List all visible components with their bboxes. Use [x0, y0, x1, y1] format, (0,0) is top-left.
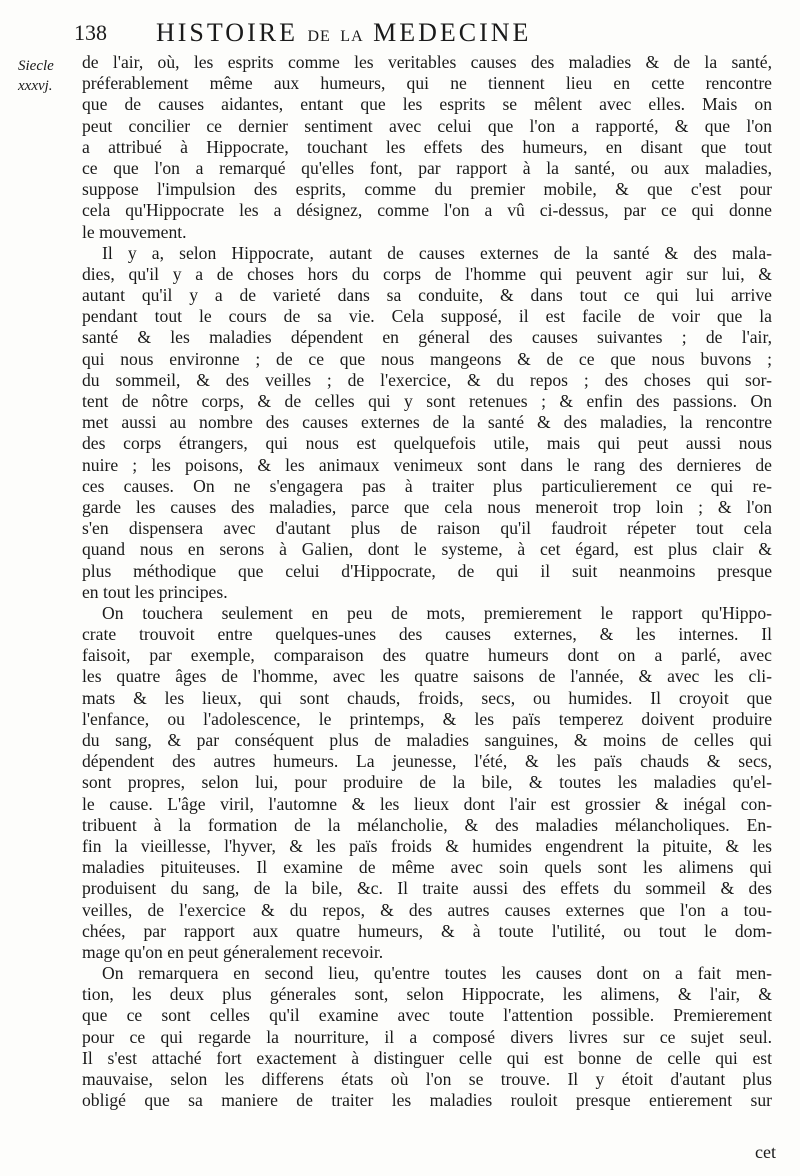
text-line: maladies pituiteuses. Il examine de même avec soin quels sont les alimens qui [82, 857, 772, 878]
text-line: pour ce qui regarde la nourriture, il a composé divers livres sur ce sujet seul. [82, 1026, 772, 1047]
text-line: faisoit, par exemple, comparaison des quatre humeurs dont on a parlé, avec [82, 645, 772, 666]
paragraph-1 [82, 52, 772, 243]
text-line: tion, les deux plus génerales sont, selon Hippocrate, les alimens, & l'air, & [82, 984, 772, 1005]
text-line: peut concilier ce dernier sentiment avec celui que l'on a rapporté, & que l'on [82, 115, 772, 136]
text-line: veilles, de l'exercice & du repos, & des autres causes externes que l'on a tou- [82, 899, 772, 920]
body-text [82, 52, 772, 1111]
text-line: qui nous environne ; de ce que nous mangeons & de ce que nous buvons ; [82, 348, 772, 369]
text-line: mage qu'on en peut géneralement recevoir. [82, 941, 384, 962]
text-line: que de causes aidantes, entant que les esprits se mêlent avec elles. Mais on [82, 94, 772, 115]
running-title-la: LA [340, 28, 364, 45]
text-line: met aussi au nombre des causes externes de la santé & des maladies, la rencontre [82, 412, 772, 433]
text-line: a attribué à Hippocrate, touchant les effets des humeurs, en disant que tout [82, 136, 772, 157]
running-title-histoire: HISTOIRE [156, 18, 298, 47]
text-line: le cause. L'âge viril, l'automne & les lieux dont l'air est grossier & inégal con- [82, 793, 772, 814]
text-line: garde les causes des maladies, parce que cela nous meneroit trop loin ; & l'on [82, 496, 772, 517]
text-line: le mouvement. [82, 221, 187, 242]
text-line: sont propres, selon lui, pour produire de la bile, & toutes les maladies qu'el- [82, 772, 772, 793]
catchword: cet [755, 1142, 776, 1162]
paragraph-3 [82, 603, 772, 963]
running-title-de: DE [307, 28, 331, 45]
text-line: produisent du sang, de la bile, &c. Il traite aussi des effets du sommeil & des [82, 878, 772, 899]
text-line: On remarquera en second lieu, qu'entre toutes les causes dont on a fait men- [102, 963, 772, 984]
text-line: autant qu'il y a de varieté dans sa conduite, & dans tout ce qui lui arrive [82, 285, 772, 306]
text-line: préferablement même aux humeurs, qui ne tiennent lieu en cette rencontre [82, 73, 772, 94]
paragraph-2 [82, 243, 772, 603]
running-title [156, 18, 531, 48]
text-line: ce que l'on a remarqué qu'elles font, par rapport à la santé, ou aux maladies, [82, 157, 772, 178]
text-line: obligé que sa maniere de traiter les maladies rouloit presque entierement sur [82, 1090, 772, 1111]
text-line: tent de nôtre corps, & de celles qui y sont retenues ; & enfin des passions. On [82, 391, 772, 411]
text-line: dies, qu'il y a de choses hors du corps de l'homme qui peuvent agir sur lui, & [82, 263, 772, 284]
text-line: plus méthodique que celui d'Hippocrate, de qui il suit neanmoins presque [82, 560, 772, 581]
text-line: tribuent à la formation de la mélancholie, & des maladies mélancholiques. En- [82, 814, 772, 835]
text-line: mats & les lieux, qui sont chauds, froids, secs, ou humides. Il croyoit que [82, 687, 772, 708]
page-number: 138 [74, 20, 107, 45]
text-line: du sang, & par conséquent plus de maladies sanguines, & moins de celles qui [82, 730, 772, 750]
text-line: nuire ; les poisons, & les animaux venimeux sont dans le rang des dernieres de [82, 454, 772, 475]
text-line: dépendent des autres humeurs. La jeunesse, l'été, & les païs chauds & secs, [82, 751, 772, 772]
paragraph-4 [82, 963, 772, 1111]
text-line: en tout les principes. [82, 581, 228, 602]
running-title-medecine: MEDECINE [373, 18, 532, 47]
text-line: les quatre âges de l'homme, avec les quatre saisons de l'année, & avec les cli- [82, 666, 772, 687]
text-line: de l'air, où, les esprits comme les veritables causes des maladies & de la santé, [82, 52, 772, 72]
page-header [74, 18, 786, 52]
text-line: cela qu'Hippocrate les a désignez, comme l'on a vû ci-dessus, par ce qui donne [82, 200, 772, 221]
text-line: crate trouvoit entre quelques-unes des causes externes, & les internes. Il [82, 624, 772, 645]
text-line: mauvaise, selon les differens états où l'on se trouve. Il y étoit d'autant plus [82, 1069, 772, 1089]
text-line: santé & les maladies dépendent en géneral des causes suivantes ; de l'air, [82, 327, 772, 348]
text-line: que ce sont celles qu'il examine avec toute l'attention possible. Premierement [82, 1005, 772, 1026]
text-line: pendant tout le cours de sa vie. Cela supposé, il est facile de voir que la [82, 306, 772, 327]
margin-note [18, 56, 80, 96]
text-line: Il y a, selon Hippocrate, autant de causes externes de la santé & des mala- [102, 242, 772, 263]
text-line: ces causes. On ne s'engagera pas à traiter plus particulierement ce qui re- [82, 475, 772, 496]
margin-note-line: xxxvj. [18, 78, 53, 94]
text-line: du sommeil, & des veilles ; de l'exercice, & du repos ; des choses qui sor- [82, 369, 772, 390]
text-line: s'en dispensera avec d'autant plus de raison qu'il faudroit répeter tout cela [82, 518, 772, 539]
text-line: chées, par rapport aux quatre humeurs, & à toute l'utilité, ou tout le dom- [82, 920, 772, 941]
text-line: Il s'est attaché fort exactement à distinguer celle qui est bonne de celle qui est [82, 1047, 772, 1068]
text-line: des corps étrangers, qui nous est quelquefois utile, mais qui peut aussi nous [82, 433, 772, 454]
text-line: suppose l'impulsion des esprits, comme du premier mobile, & que c'est pour [82, 179, 772, 200]
text-line: quand nous en serons à Galien, dont le systeme, à cet égard, est plus clair & [82, 539, 772, 560]
text-line: On touchera seulement en peu de mots, premierement le rapport qu'Hippo- [102, 602, 772, 623]
text-line: fin la vieillesse, l'hyver, & les païs froids & humides engendrent la pituite, & les [82, 835, 772, 856]
text-line: l'enfance, ou l'adolescence, le printemps, & les païs temperez doivent produire [82, 708, 772, 729]
margin-note-line: Siecle [18, 58, 54, 74]
